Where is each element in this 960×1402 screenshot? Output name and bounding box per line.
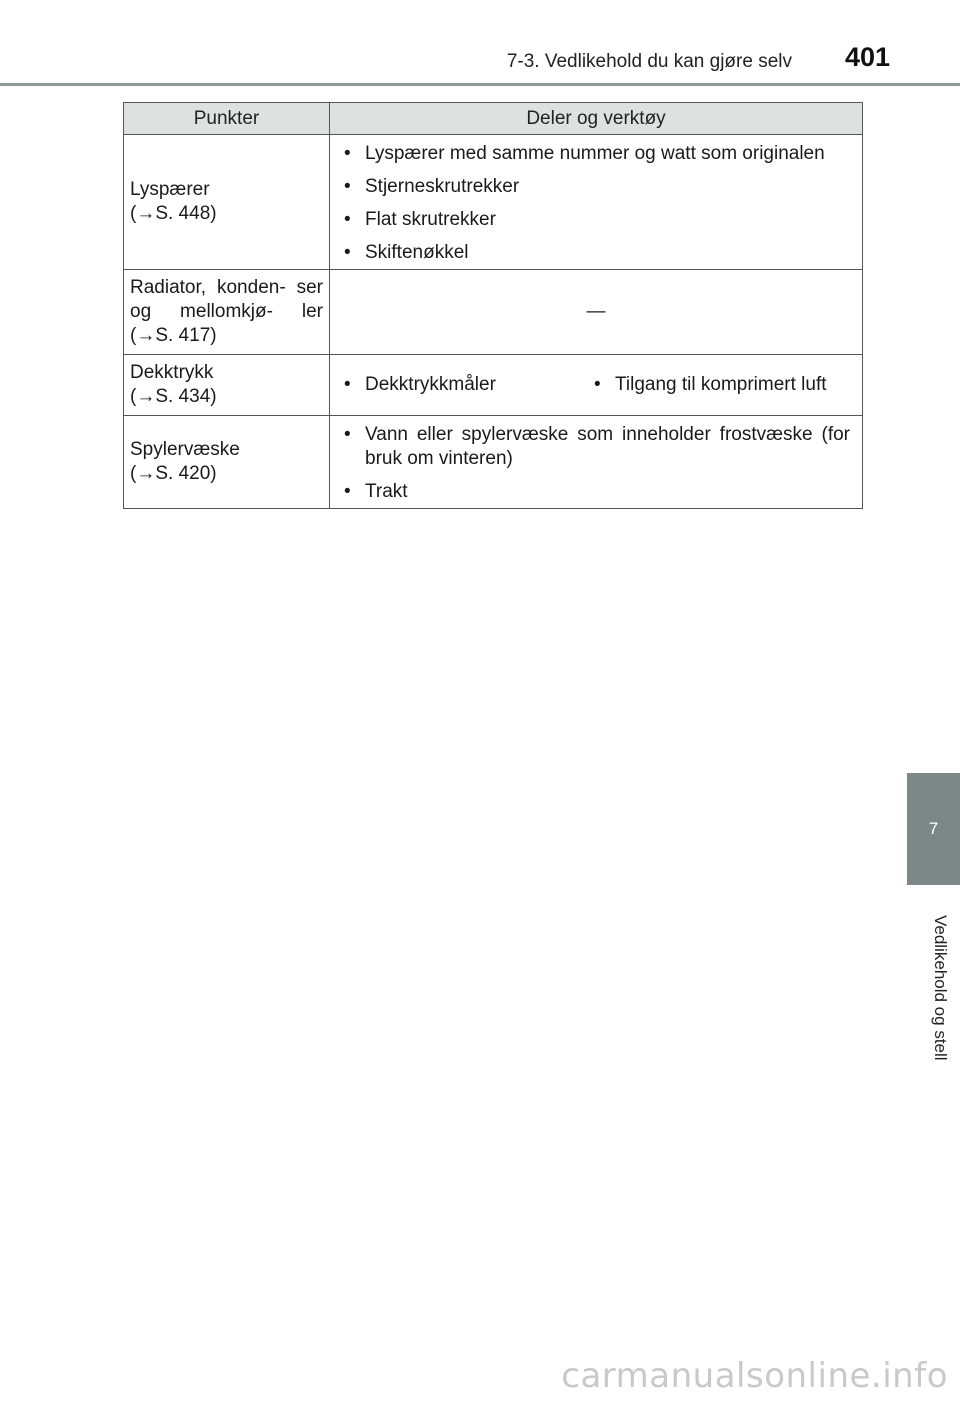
list-item: • Trakt: [344, 481, 408, 502]
table-row: [124, 135, 863, 270]
empty-dash: —: [586, 301, 606, 322]
item-name: Dekktrykk: [130, 362, 214, 383]
parts-list: [340, 142, 850, 265]
parts-cell: [330, 135, 863, 270]
table-header-row: [124, 103, 863, 135]
item-reference: (→S. 434): [130, 386, 217, 407]
parts-cell: [330, 416, 863, 509]
parts-cell: [330, 270, 863, 355]
chapter-number: 7: [928, 819, 939, 838]
chapter-tab: [907, 773, 960, 885]
list-item: • Lyspærer med samme nummer og watt som originalen: [344, 143, 825, 164]
table-row: [124, 416, 863, 509]
page-number: 401: [844, 42, 890, 72]
list-item: • Skiftenøkkel: [344, 242, 469, 263]
parts-cell: [330, 355, 863, 416]
parts-list: [340, 373, 590, 397]
watermark: carmanualsonline.info: [561, 1356, 948, 1396]
item-cell: [124, 355, 330, 416]
list-item: • Stjerneskrutrekker: [344, 176, 520, 197]
chapter-label: Vedlikehold og stell: [931, 915, 950, 1061]
item-cell: [124, 135, 330, 270]
column-header-items: Punkter: [124, 103, 330, 135]
item-cell: [124, 416, 330, 509]
item-name: Spylervæske: [130, 439, 240, 460]
item-name: Lyspærer: [130, 179, 210, 200]
tools-table: [123, 102, 863, 509]
table-row: [124, 270, 863, 355]
item-cell: [124, 270, 330, 355]
item-reference: (→S. 448): [130, 203, 217, 224]
list-item: • Flat skrutrekker: [344, 209, 496, 230]
list-item: • Tilgang til komprimert luft: [594, 374, 827, 395]
list-item: • Vann eller spylervæske som inneholder frostvæske (for bruk om vinteren): [344, 424, 850, 469]
parts-list: [340, 423, 850, 504]
header-rule: [0, 83, 960, 86]
item-name: Radiator, konden- ser og mellomkjø- ler (→S. 417): [130, 277, 323, 346]
item-reference: (→S. 420): [130, 463, 217, 484]
column-header-parts: Deler og verktøy: [330, 103, 863, 135]
header-title: 7-3. Vedlikehold du kan gjøre selv: [506, 51, 792, 72]
parts-list: [590, 373, 850, 397]
list-item: • Dekktrykkmåler: [344, 374, 496, 395]
table-row: [124, 355, 863, 416]
